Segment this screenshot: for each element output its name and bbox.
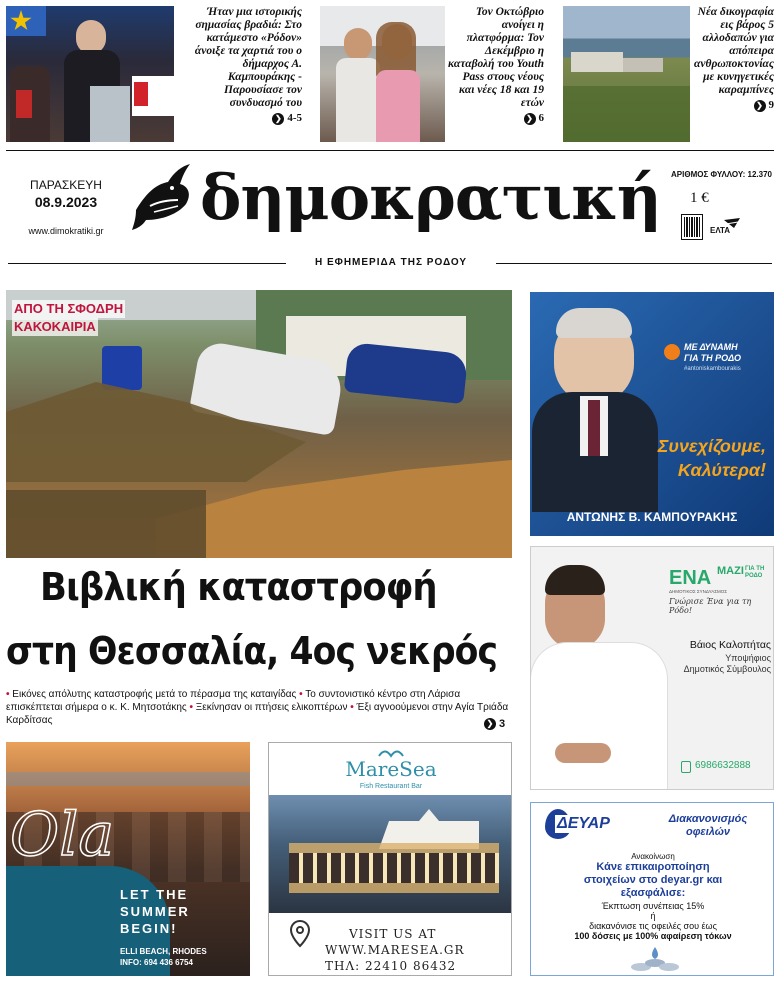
kalo-logo-sub: ΔΗΜΟΤΙΚΟΣ ΣΥΝΔΥΑΣΜΟΣ xyxy=(669,589,728,594)
ad-ola[interactable] xyxy=(6,742,250,976)
teaser-photo-hillside[interactable] xyxy=(563,6,690,142)
chevron-right-icon: ❯ xyxy=(484,718,496,730)
ad-slogan-top: ΜΕ ΔΥΝΑΜΗ xyxy=(684,342,738,352)
issue-number: ΑΡΙΘΜΟΣ ΦΥΛΛΟΥ: 12.370 xyxy=(671,170,772,179)
bullet-text: Ξεκίνησαν οι πτήσεις ελικοπτέρων xyxy=(195,702,348,713)
teaser-text-campaign[interactable] xyxy=(178,6,302,125)
ola-line-3: BEGIN! xyxy=(120,921,178,936)
postal-label: ΕΛΤΑ xyxy=(710,226,731,235)
teaser-photo-campaign[interactable] xyxy=(6,6,174,142)
deyar-line-2: ή xyxy=(650,911,656,921)
main-story-bullets: • Εικόνες απόλυτης καταστροφής μετά το πέρασμα της καταιγίδας • Το συντονιστικό κέντρο στη Λάρισα επισκέπτεται σήμερα ο κ. Κ. Μητσοτάκης • Ξεκίνησαν οι πτήσεις ελικοπτέρων • Έξι αγνοούμενοι στην Αγία Τριάδα Καρδίτσας xyxy=(6,689,509,726)
ad-kambourakis[interactable] xyxy=(530,292,774,536)
chevron-right-icon: ❯ xyxy=(524,113,536,125)
deyar-line-4: 100 δόσεις με 100% αφαίρεση τόκων xyxy=(574,931,732,941)
website-link[interactable]: www.dimokratiki.gr xyxy=(28,226,104,236)
ad-deyar[interactable] xyxy=(530,802,774,976)
masthead-day: ΠΑΡΑΣΚΕΥΗ xyxy=(30,178,102,192)
ad-slogan-bottom: ΓΙΑ ΤΗ ΡΟΔΟ xyxy=(684,353,742,363)
main-headline-line-2[interactable]: στη Θεσσαλία, 4ος νεκρός xyxy=(6,629,498,673)
chevron-right-icon: ❯ xyxy=(754,100,766,112)
tagline-rule-right xyxy=(496,263,772,264)
overlay-line: ΚΑΚΟΚΑΙΡΙΑ xyxy=(14,319,96,334)
ad-handle: #antoniskambourakis xyxy=(684,366,741,372)
masthead-date: 08.9.2023 xyxy=(34,194,98,210)
maresea-brand: MareSea xyxy=(345,757,437,781)
barcode-icon xyxy=(681,214,703,240)
maresea-url[interactable]: WWW.MARESEA.GR xyxy=(325,943,465,957)
deyar-blue-3: εξασφάλισε: xyxy=(620,887,686,899)
ola-location: ELLI BEACH, RHODES xyxy=(120,947,207,956)
kalo-role-2: Δημοτικός Σύμβουλος xyxy=(683,664,771,674)
teaser-headline: Τον Οκτώβριο ανοίγει η πλατφόρμα: Τον Δεκέμβριο η καταβολή του Youth Pass στους νέους και νέες 18 και 19 ετών xyxy=(448,6,544,109)
deyar-logo: ΔΕΥΑΡ xyxy=(557,815,610,832)
party-logo-icon xyxy=(664,344,680,360)
dove-logo-icon xyxy=(128,160,198,232)
deyar-blue-1: Κάνε επικαιροποίηση xyxy=(596,861,710,873)
ola-info[interactable]: INFO: 694 436 6754 xyxy=(120,958,193,967)
page-ref: ❯ 4-5 xyxy=(272,112,302,125)
overlay-line: ΑΠΟ ΤΗ ΣΦΟΔΡΗ xyxy=(14,301,124,316)
page-ref: ❯ 6 xyxy=(524,112,545,125)
main-headline-line-1[interactable]: Βιβλική καταστροφή xyxy=(40,565,437,609)
ola-line-1: LET THE xyxy=(120,887,189,902)
bullet-text: Το συντονιστικό κέντρο στη Λάρισα επισκέπτεται σήμερα ο κ. Κ. Μητσοτάκης xyxy=(6,689,461,713)
ad-line-1: Συνεχίζουμε, xyxy=(657,436,766,456)
deyar-announce: Ανακοίνωση xyxy=(631,852,675,861)
kalo-phone[interactable]: 6986632888 xyxy=(695,760,751,771)
maresea-sub: Fish Restaurant Bar xyxy=(359,783,423,790)
coins-icon xyxy=(627,945,683,973)
ola-line-2: SUMMER xyxy=(120,904,190,919)
deyar-blue-2: στοιχείων στο deyar.gr και xyxy=(583,874,723,886)
kalo-role-1: Υποψήφιος xyxy=(725,653,771,663)
phone-icon xyxy=(681,761,691,773)
chevron-right-icon: ❯ xyxy=(272,113,284,125)
ola-logo: Ola xyxy=(10,800,115,870)
deyar-title-1: Διακανονισμός xyxy=(668,813,748,825)
kalo-name: Βάιος Καλοπήτας xyxy=(689,639,771,651)
page-ref: ❯ 9 xyxy=(754,99,775,112)
deyar-line-3: διακανόνισε τις οφειλές σου έως xyxy=(589,921,717,931)
ad-line-2: Καλύτερα! xyxy=(677,460,766,480)
main-story-page-ref[interactable]: ❯ 3 xyxy=(484,713,505,731)
kalo-logo-c: ΓΙΑ ΤΗ ΡΟΔΟ xyxy=(745,566,765,579)
ad-kalopitas[interactable] xyxy=(530,546,774,790)
maresea-visit: VISIT US AT xyxy=(349,927,437,941)
teaser-text-indictment[interactable] xyxy=(692,6,774,112)
teaser-text-youth-pass[interactable] xyxy=(448,6,544,125)
deyar-line-1: Έκπτωση συνέπειας 15% xyxy=(601,901,705,911)
ad-name: ΑΝΤΩΝΗΣ Β. ΚΑΜΠΟΥΡΑΚΗΣ xyxy=(566,510,738,524)
bullet-text: Έξι αγνοούμενοι στην Αγία Τριάδα Καρδίτσας xyxy=(6,702,509,726)
deyar-title-2: οφειλών xyxy=(685,826,731,838)
kalo-logo-a: ΕΝΑ xyxy=(669,567,712,589)
tagline-rule-left xyxy=(8,263,286,264)
photo-overlay-label xyxy=(12,300,142,336)
teaser-headline: Νέα δικογραφία εις βάρος 5 αλλοδαπών για απόπειρα ανθρωποκτονίας με κυνηγετικές καραμπίνες xyxy=(694,6,774,96)
ad-maresea[interactable] xyxy=(268,742,512,976)
bullet-text: Εικόνες απόλυτης καταστροφής μετά το πέρασμα της καταιγίδας xyxy=(12,689,297,700)
masthead-title: δημοκρατική xyxy=(200,161,661,234)
postal-logo-icon xyxy=(708,216,742,238)
location-pin-icon xyxy=(289,919,311,949)
teaser-headline: Ήταν μια ιστορικής σημασίας βραδιά: Στο κατάμεστο «Ρόδον» άνοιξε τα χαρτιά του ο δήμαρχος Α. Καμπουράκης - Παρουσίασε τον συνδυασμό του xyxy=(194,6,302,109)
kalo-script: Γνώρισε Ένα για τη Ρόδο! xyxy=(669,597,752,615)
kalo-logo-b: ΜΑΖΙ xyxy=(717,565,744,577)
teaser-photo-youth-pass[interactable] xyxy=(320,6,445,142)
masthead-tagline: Η ΕΦΗΜΕΡΙΔΑ ΤΗΣ ΡΟΔΟΥ xyxy=(314,257,468,268)
maresea-tel[interactable]: ΤΗΛ: 22410 86432 xyxy=(325,959,457,973)
price: 1 € xyxy=(690,190,709,206)
